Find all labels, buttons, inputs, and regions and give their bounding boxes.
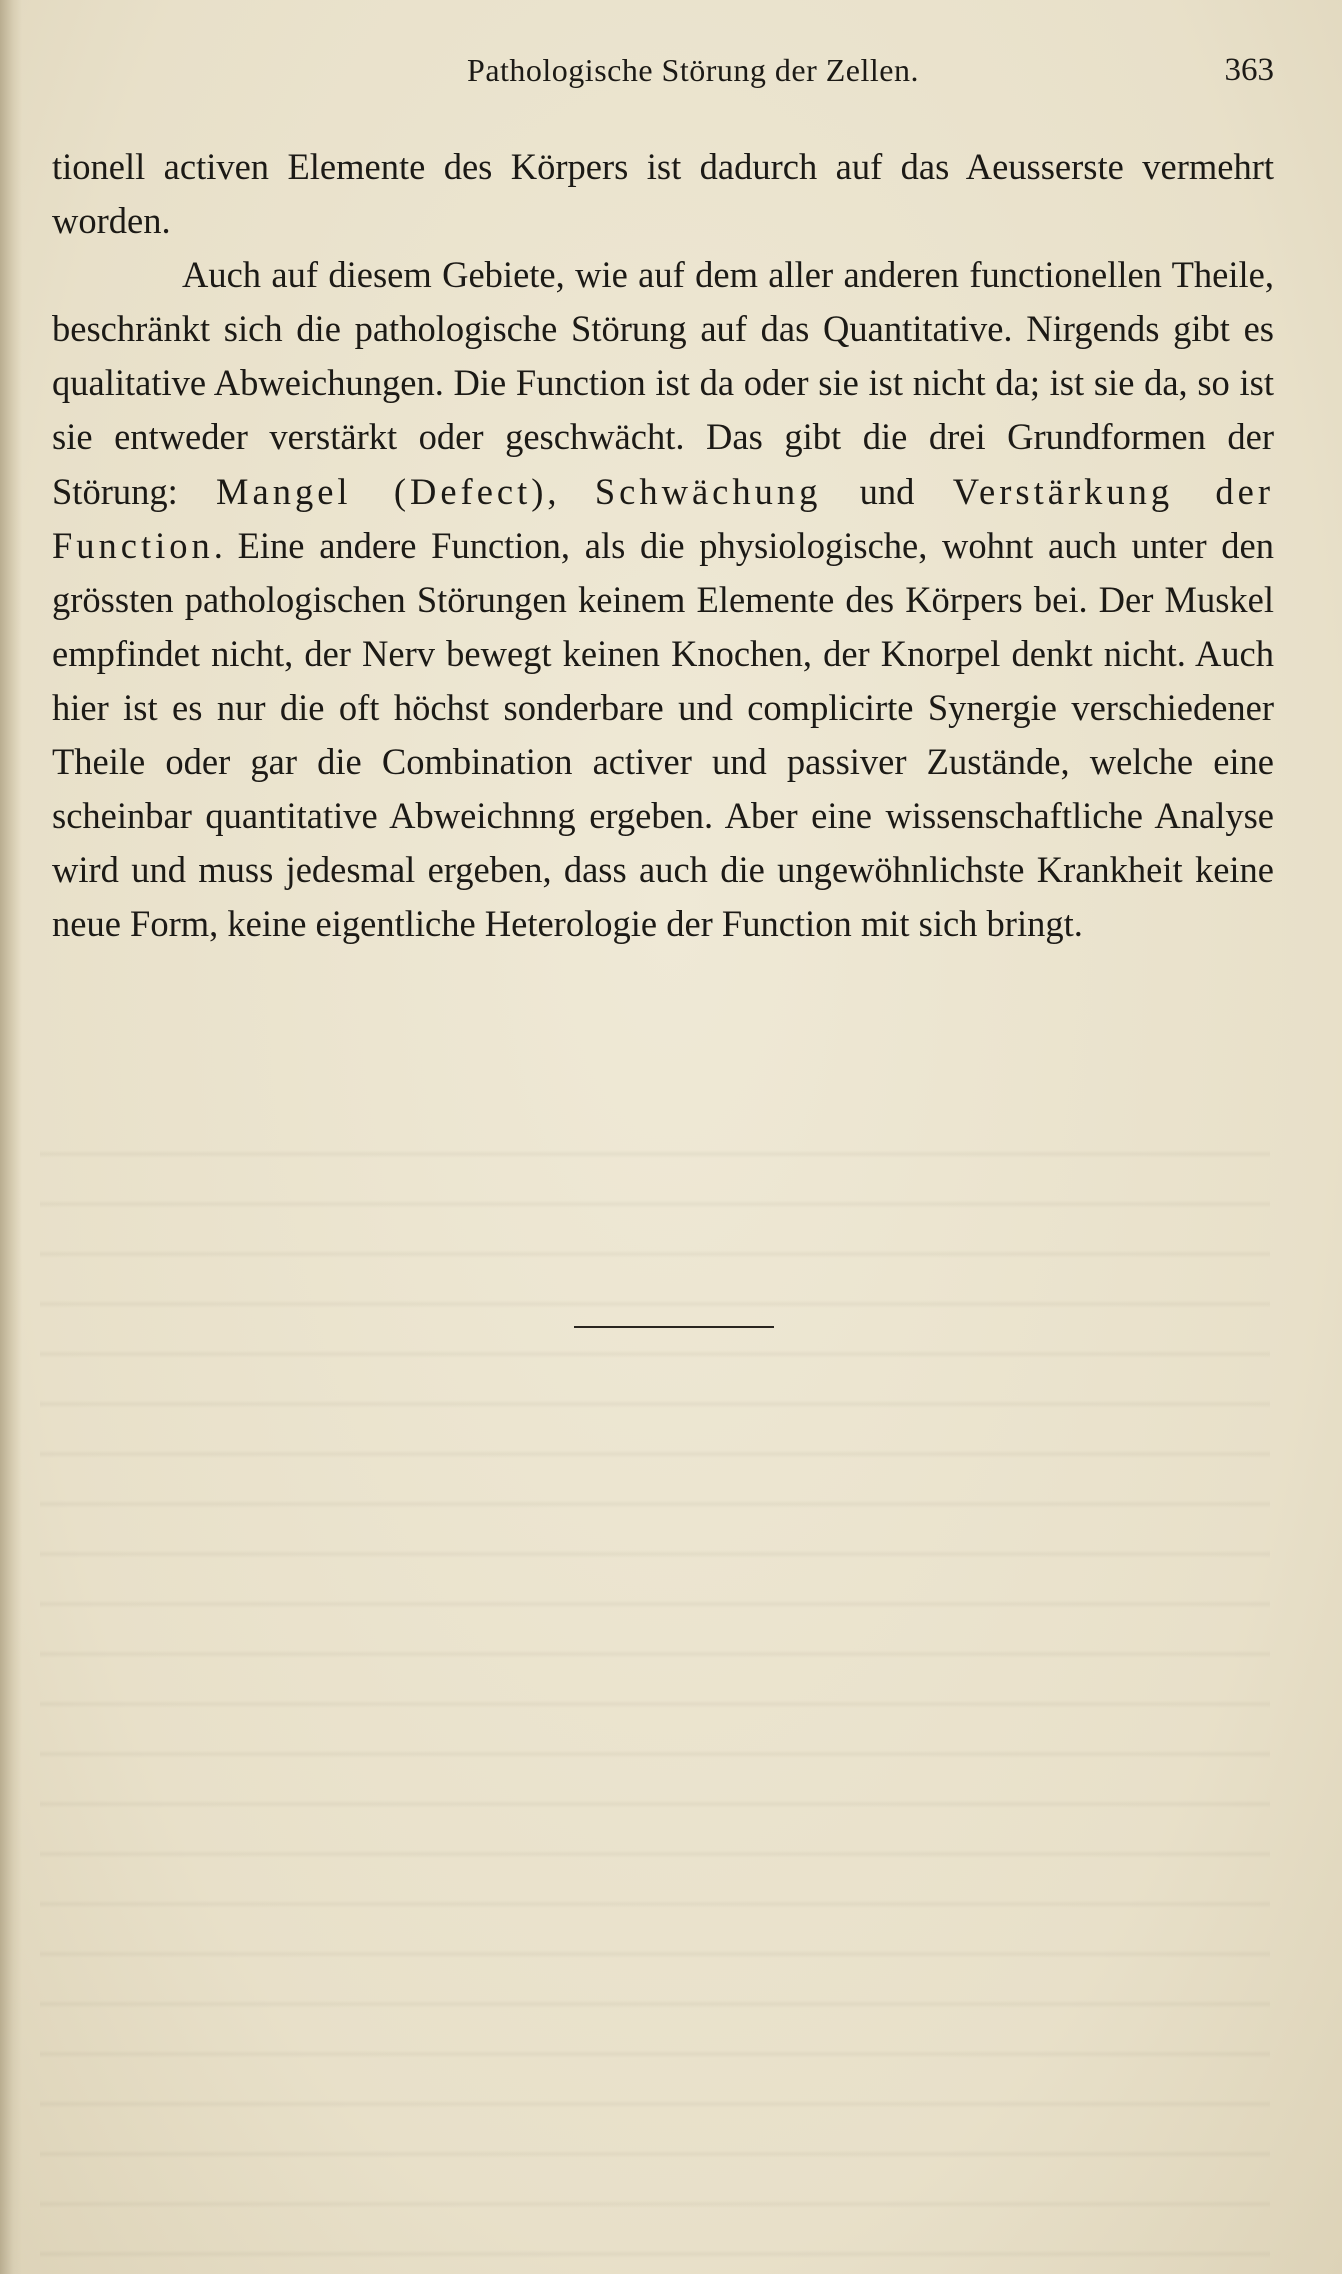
paragraph-text: und bbox=[821, 470, 953, 512]
show-through-text bbox=[40, 1120, 1270, 2260]
paragraph-text: . Eine andere Function, als die physiologische, wohnt auch unter den grössten pathologischen Störungen keinem Elemente des Körpers bei. Der Muskel empfindet nicht, der Nerv bewegt keinen Knochen, der Knorpel denkt nicht. Auch hier ist es nur die oft höchst sonderbare und complicirte Synergie verschiedener Theile oder gar die Combination activer und passiver Zustände, welche eine scheinbar quantitative Abweichnng ergeben. Aber eine wissenschaftliche Analyse wird und muss jedesmal ergeben, dass auch die ungewöhnlichste Krankheit keine neue Form, keine eigentliche Heterologie der Function mit sich bringt. bbox=[52, 524, 1274, 945]
spaced-term-mangel: Mangel (Defect) bbox=[216, 470, 548, 512]
paragraph-text: , bbox=[547, 470, 595, 512]
paragraph-1 bbox=[52, 140, 1274, 248]
page-header bbox=[52, 52, 1274, 102]
paragraph-2 bbox=[52, 248, 1274, 951]
running-title: Pathologische Störung der Zellen. bbox=[467, 52, 919, 88]
body-text bbox=[52, 140, 1274, 951]
page-number: 363 bbox=[1224, 52, 1274, 88]
spaced-term-verstaerkung: Verstärkung der Function bbox=[52, 470, 1275, 566]
spaced-term-schwaechung: Schwächung bbox=[594, 470, 822, 512]
page-gutter bbox=[0, 0, 22, 2274]
section-divider-rule bbox=[574, 1326, 774, 1328]
paragraph-text: tionell activen Elemente des Körpers ist dadurch auf das Aeusserste vermehrt worden. bbox=[52, 146, 1274, 242]
paragraph-text: Auch auf diesem Gebiete, wie auf dem aller anderen functionellen Theile, beschränkt sich die pathologische Störung auf das Quantitative. Nirgends gibt es qualitative Abweichungen. Die Function ist da oder sie ist nicht da; ist sie da, so ist sie entweder verstärkt oder geschwächt. Das gibt die drei Grundformen der Störung: bbox=[52, 254, 1274, 512]
